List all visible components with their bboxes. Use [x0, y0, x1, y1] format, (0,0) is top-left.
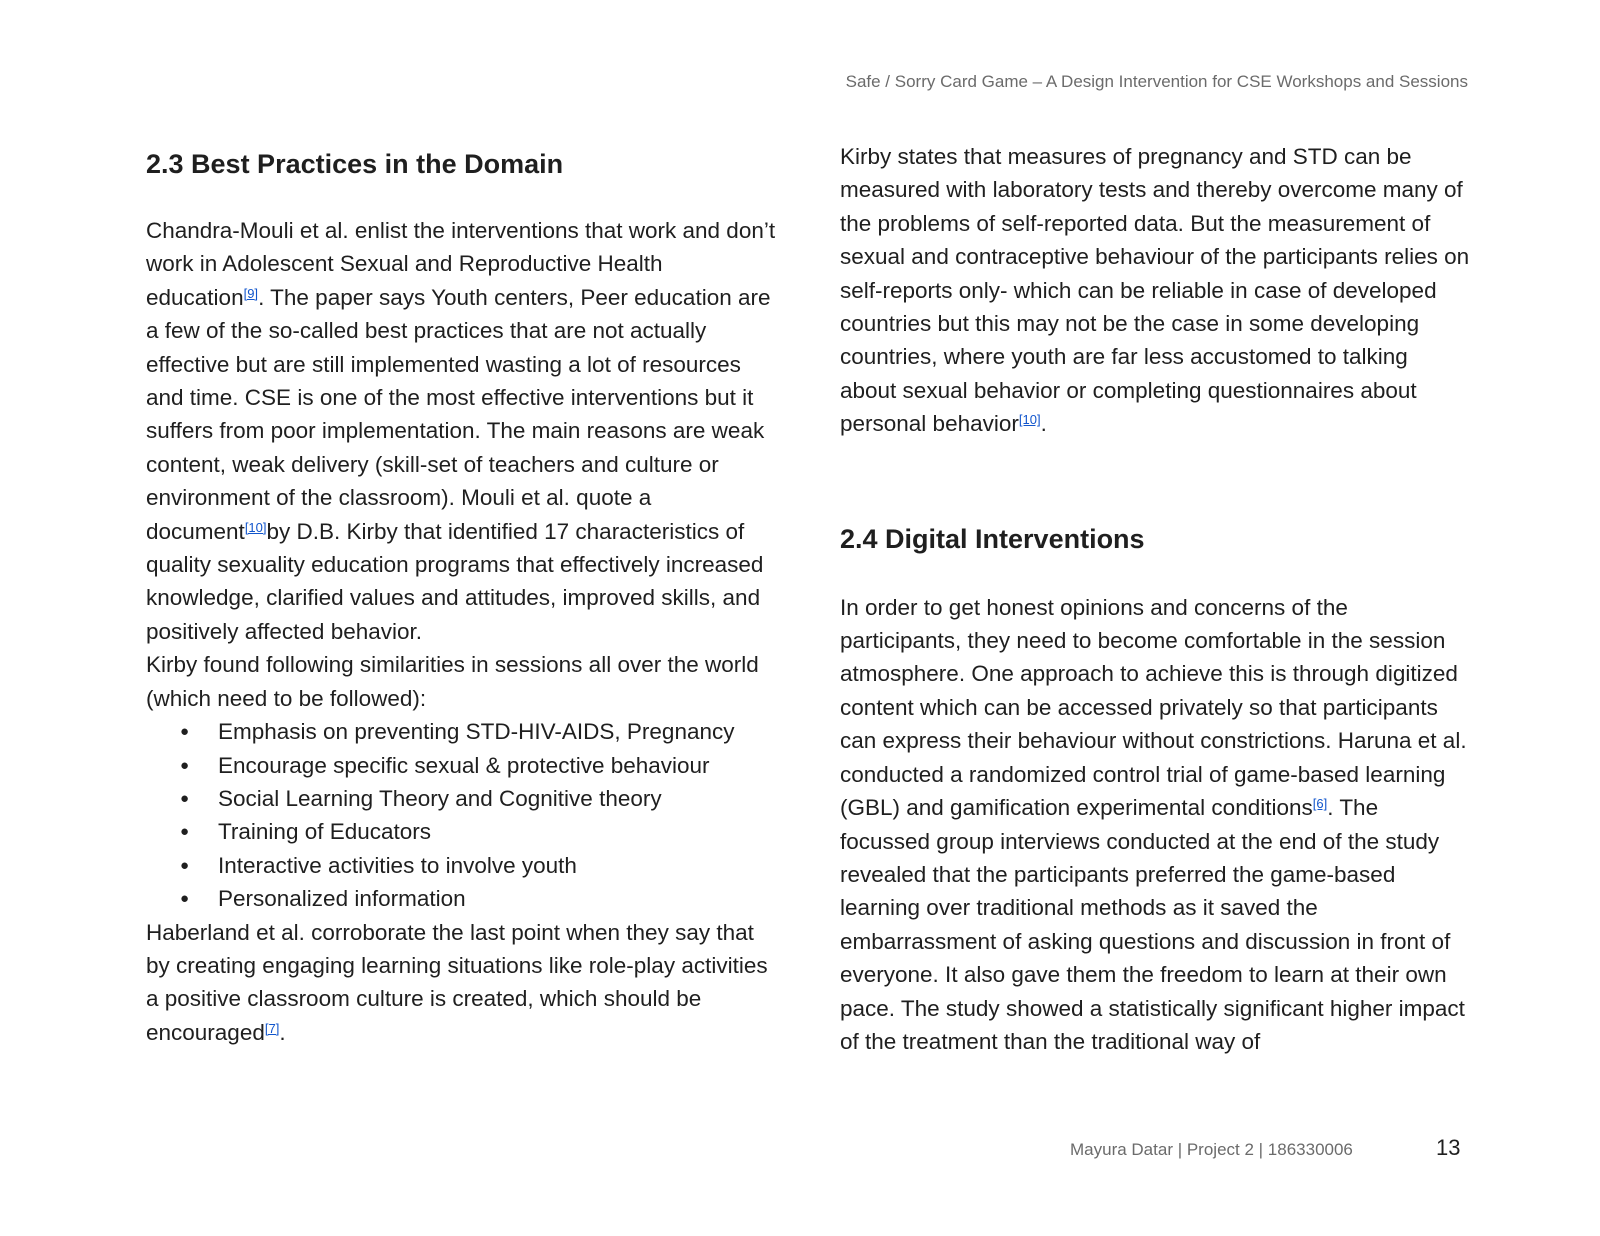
footer-author: Mayura Datar | Project 2 | 186330006	[1070, 1140, 1353, 1159]
paragraph-text: Kirby states that measures of pregnancy and STD can be measured with laboratory tests and thereby overcome many of the problems of self-reported data. But the measurement of sexual and contraceptive behaviour of the participants relies on self-reports only- which can be reliable in case of developed countries but this may not be the case in some developing countries, where youth are far less accustomed to talking about sexual behavior or completing questionnaires about personal behavior	[840, 144, 1470, 437]
paragraph-text: In order to get honest opinions and concerns of the participants, they need to become comfortable in the session atmosphere. One approach to achieve this is through digitized content which can be accessed privately so that participants can express their behaviour without constrictions. Haruna et al. conducted a randomized control trial of game-based learning (GBL) and gamification experimental conditions	[840, 594, 1467, 821]
left-column	[146, 140, 776, 1049]
paragraph-text: Chandra-Mouli et al. enlist the interventions that work and don’t work in Adolescent Sexual and Reproductive Health education	[146, 218, 776, 310]
page-number: 13	[1436, 1135, 1461, 1160]
section-spacer	[840, 441, 1470, 519]
citation-link-7[interactable]: [7]	[264, 1020, 280, 1036]
paragraph-text: Haberland et al. corroborate the last point when they say that by creating engaging learning situations like role-play activities a positive classroom culture is created, which should be encouraged	[146, 919, 768, 1045]
paragraph-haberland	[146, 916, 776, 1050]
paragraph-text: .	[279, 1019, 286, 1045]
paragraph-digital	[840, 591, 1470, 1059]
list-item: ● Emphasis on preventing STD-HIV-AIDS, Pregnancy	[218, 715, 776, 748]
list-item: ● Encourage specific sexual & protective behaviour	[218, 749, 776, 782]
list-item: ● Interactive activities to involve youth	[218, 849, 776, 882]
section-heading-best-practices: 2.3 Best Practices in the Domain	[146, 149, 564, 179]
section-heading-digital-interventions: 2.4 Digital Interventions	[840, 523, 1145, 554]
paragraph-kirby-measures	[840, 140, 1470, 441]
paragraph-text: by D.B. Kirby that identified 17 characteristics of quality sexuality education programs that effectively increased knowledge, clarified values and attitudes, improved skills, and positively affected behavior.	[146, 518, 764, 644]
paragraph-kirby-similarities: Kirby found following similarities in sessions all over the world (which need to be followed):	[146, 652, 759, 711]
list-item: ● Training of Educators	[218, 815, 776, 848]
paragraph-text: . The paper says Youth centers, Peer education are a few of the so-called best practices that are not actually effective but are still implemented wasting a lot of resources and time. CSE is one of the most effective interventions but it suffers from poor implementation. The main reasons are weak content, weak delivery (skill-set of teachers and culture or environment of the classroom). Mouli et al. quote a document	[146, 284, 771, 544]
paragraph-text: .	[1040, 411, 1047, 437]
citation-link-10[interactable]: [10]	[244, 519, 267, 535]
paragraph-interventions	[146, 214, 776, 648]
similarities-list	[146, 715, 776, 915]
paragraph-text: . The focussed group interviews conducted at the end of the study revealed that the participants preferred the game-based learning over traditional methods as it saved the embarrassment of asking questions and discussion in front of everyone. It also gave them the freedom to learn at their own pace. The study showed a statistically significant higher impact of the treatment than the traditional way of	[840, 795, 1465, 1054]
list-item: ● Personalized information	[218, 882, 776, 915]
citation-link-9[interactable]: [9]	[243, 285, 259, 301]
citation-link-10[interactable]: [10]	[1018, 412, 1041, 428]
running-header: Safe / Sorry Card Game – A Design Intervention for CSE Workshops and Sessions	[845, 72, 1468, 91]
list-item: ● Social Learning Theory and Cognitive theory	[218, 782, 776, 815]
citation-link-6[interactable]: [6]	[1312, 796, 1328, 812]
right-column	[840, 140, 1470, 1058]
